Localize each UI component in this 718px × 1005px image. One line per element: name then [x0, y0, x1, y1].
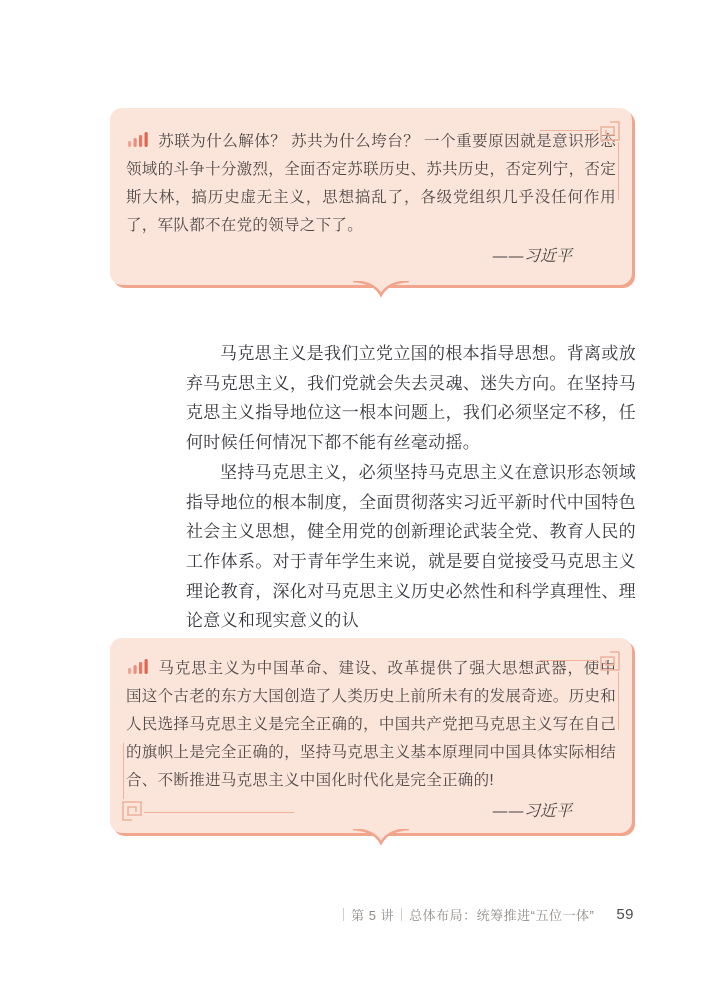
- quote-box-top: [110, 108, 632, 285]
- quote-box-bottom: [110, 638, 632, 833]
- quote-attribution: ——习近平: [491, 246, 572, 265]
- ornament-line: [123, 743, 124, 799]
- quote-text: [126, 655, 616, 795]
- footer-chapter: 第 5 讲: [351, 908, 395, 923]
- body-text: [186, 340, 636, 637]
- body-paragraph-1: 马克思主义是我们立党立国的根本指导思想。背离或放弃马克思主义，我们党就会失去灵魂、迷失方向。在坚持马克思主义指导地位这一根本问题上，我们必须坚定不移，任何时候任何情况下都不能有丝毫动摇。: [186, 344, 636, 454]
- speech-tail: [353, 829, 409, 846]
- page-footer: [336, 905, 634, 924]
- speech-tail: [353, 281, 409, 298]
- footer-divider: [343, 908, 344, 921]
- bar-chart-icon: [128, 132, 150, 147]
- quote-attribution: ——习近平: [491, 801, 572, 820]
- quote-text: [126, 128, 616, 240]
- footer-divider: [401, 908, 402, 921]
- bar-chart-icon: [128, 659, 150, 674]
- footer-section-title: 总体布局：统筹推进“五位一体”: [409, 908, 595, 923]
- ornament-line: [618, 142, 619, 200]
- quote-text-content: 马克思主义为中国革命、建设、改革提供了强大思想武器，使中国这个古老的东方大国创造了人类历史上前所未有的发展奇迹。历史和人民选择马克思主义是完全正确的，中国共产党把马克思主义写在自己的旗帜上是完全正确的，坚持马克思主义基本原理同中国具体实际相结合、不断推进马克思主义中国化时代化是完全正确的!: [126, 660, 616, 789]
- ornament-line: [618, 672, 619, 730]
- page-number: 59: [616, 906, 634, 923]
- quote-text-content: 苏联为什么解体？ 苏共为什么垮台？ 一个重要原因就是意识形态领域的斗争十分激烈，全面否定苏联历史、苏共历史，否定列宁，否定斯大林，搞历史虚无主义，思想搞乱了，各级党组织几乎没任何作用了，军队都不在党的领导之下了。: [126, 133, 616, 234]
- body-paragraph-2: 坚持马克思主义，必须坚持马克思主义在意识形态领域指导地位的根本制度，全面贯彻落实习近平新时代中国特色社会主义思想，健全用党的创新理论武装全党、教育人民的工作体系。对于青年学生来说，就是要自觉接受马克思主义理论教育，深化对马克思主义历史必然性和科学真理性、理论意义和现实意义的认: [186, 462, 636, 632]
